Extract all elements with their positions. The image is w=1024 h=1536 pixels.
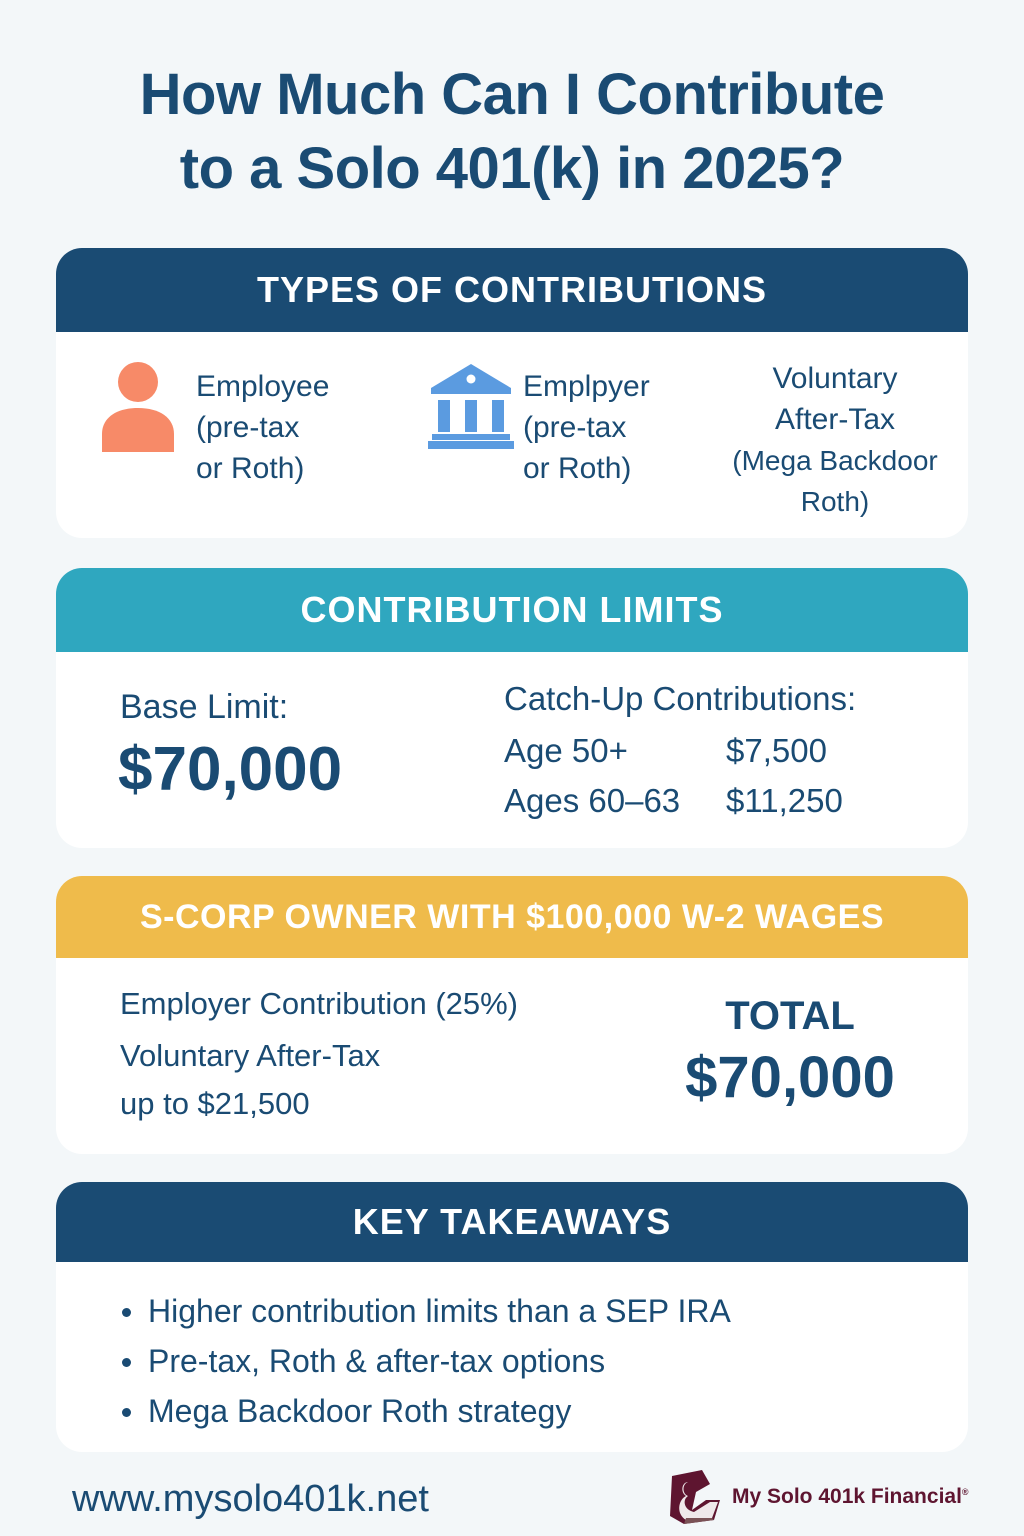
title-line-2: to a Solo 401(k) in 2025? <box>179 136 845 201</box>
limits-header: CONTRIBUTION LIMITS <box>56 568 968 652</box>
takeaways-header: KEY TAKEAWAYS <box>56 1182 968 1262</box>
limits-card <box>56 568 968 848</box>
employer-contribution-line: Employer Contribution (25%) <box>120 986 519 1021</box>
bullet-icon <box>122 1408 131 1417</box>
types-header: TYPES OF CONTRIBUTIONS <box>56 248 968 332</box>
types-card <box>56 248 968 538</box>
swan-shield-icon <box>666 1470 724 1524</box>
voluntary-limit-line: up to $21,500 <box>120 1086 310 1121</box>
scorp-header: S-CORP OWNER WITH $100,000 W-2 WAGES <box>56 876 968 958</box>
catchup-row <box>504 732 827 770</box>
brand-name: My Solo 401k Financial® <box>732 1485 969 1508</box>
bullet-icon <box>122 1308 131 1317</box>
takeaways-card <box>56 1182 968 1452</box>
type-voluntary-after-tax: Voluntary After-Tax (Mega Backdoor Roth) <box>732 362 938 517</box>
bullet-icon <box>122 1358 131 1367</box>
bank-icon <box>428 364 514 450</box>
title-line-1: How Much Can I Contribute <box>139 62 885 127</box>
total-label: TOTAL <box>725 994 855 1038</box>
catchup-title: Catch-Up Contributions: <box>504 680 857 717</box>
takeaway-item: Mega Backdoor Roth strategy <box>56 1386 968 1436</box>
catchup-amount: $11,250 <box>726 782 843 819</box>
page-title <box>0 58 1024 206</box>
takeaway-item: Higher contribution limits than a SEP IRA <box>56 1286 968 1336</box>
type-employer: Emplpyer (pre-tax or Roth) <box>523 370 650 485</box>
takeaway-item: Pre-tax, Roth & after-tax options <box>56 1336 968 1386</box>
total-value: $70,000 <box>685 1045 895 1110</box>
catchup-row <box>504 782 843 820</box>
catchup-age: Ages 60–63 <box>504 782 681 819</box>
scorp-card <box>56 876 968 1154</box>
website-link[interactable]: www.mysolo401k.net <box>72 1478 429 1520</box>
type-employee: Employee (pre-tax or Roth) <box>196 370 330 485</box>
person-icon <box>102 362 174 452</box>
catchup-age: Age 50+ <box>504 732 628 769</box>
base-limit-value: $70,000 <box>118 735 343 804</box>
brand-logo <box>666 1470 969 1524</box>
base-limit-label: Base Limit: <box>120 688 289 726</box>
catchup-amount: $7,500 <box>726 732 827 769</box>
voluntary-after-tax-line: Voluntary After-Tax <box>120 1038 381 1073</box>
